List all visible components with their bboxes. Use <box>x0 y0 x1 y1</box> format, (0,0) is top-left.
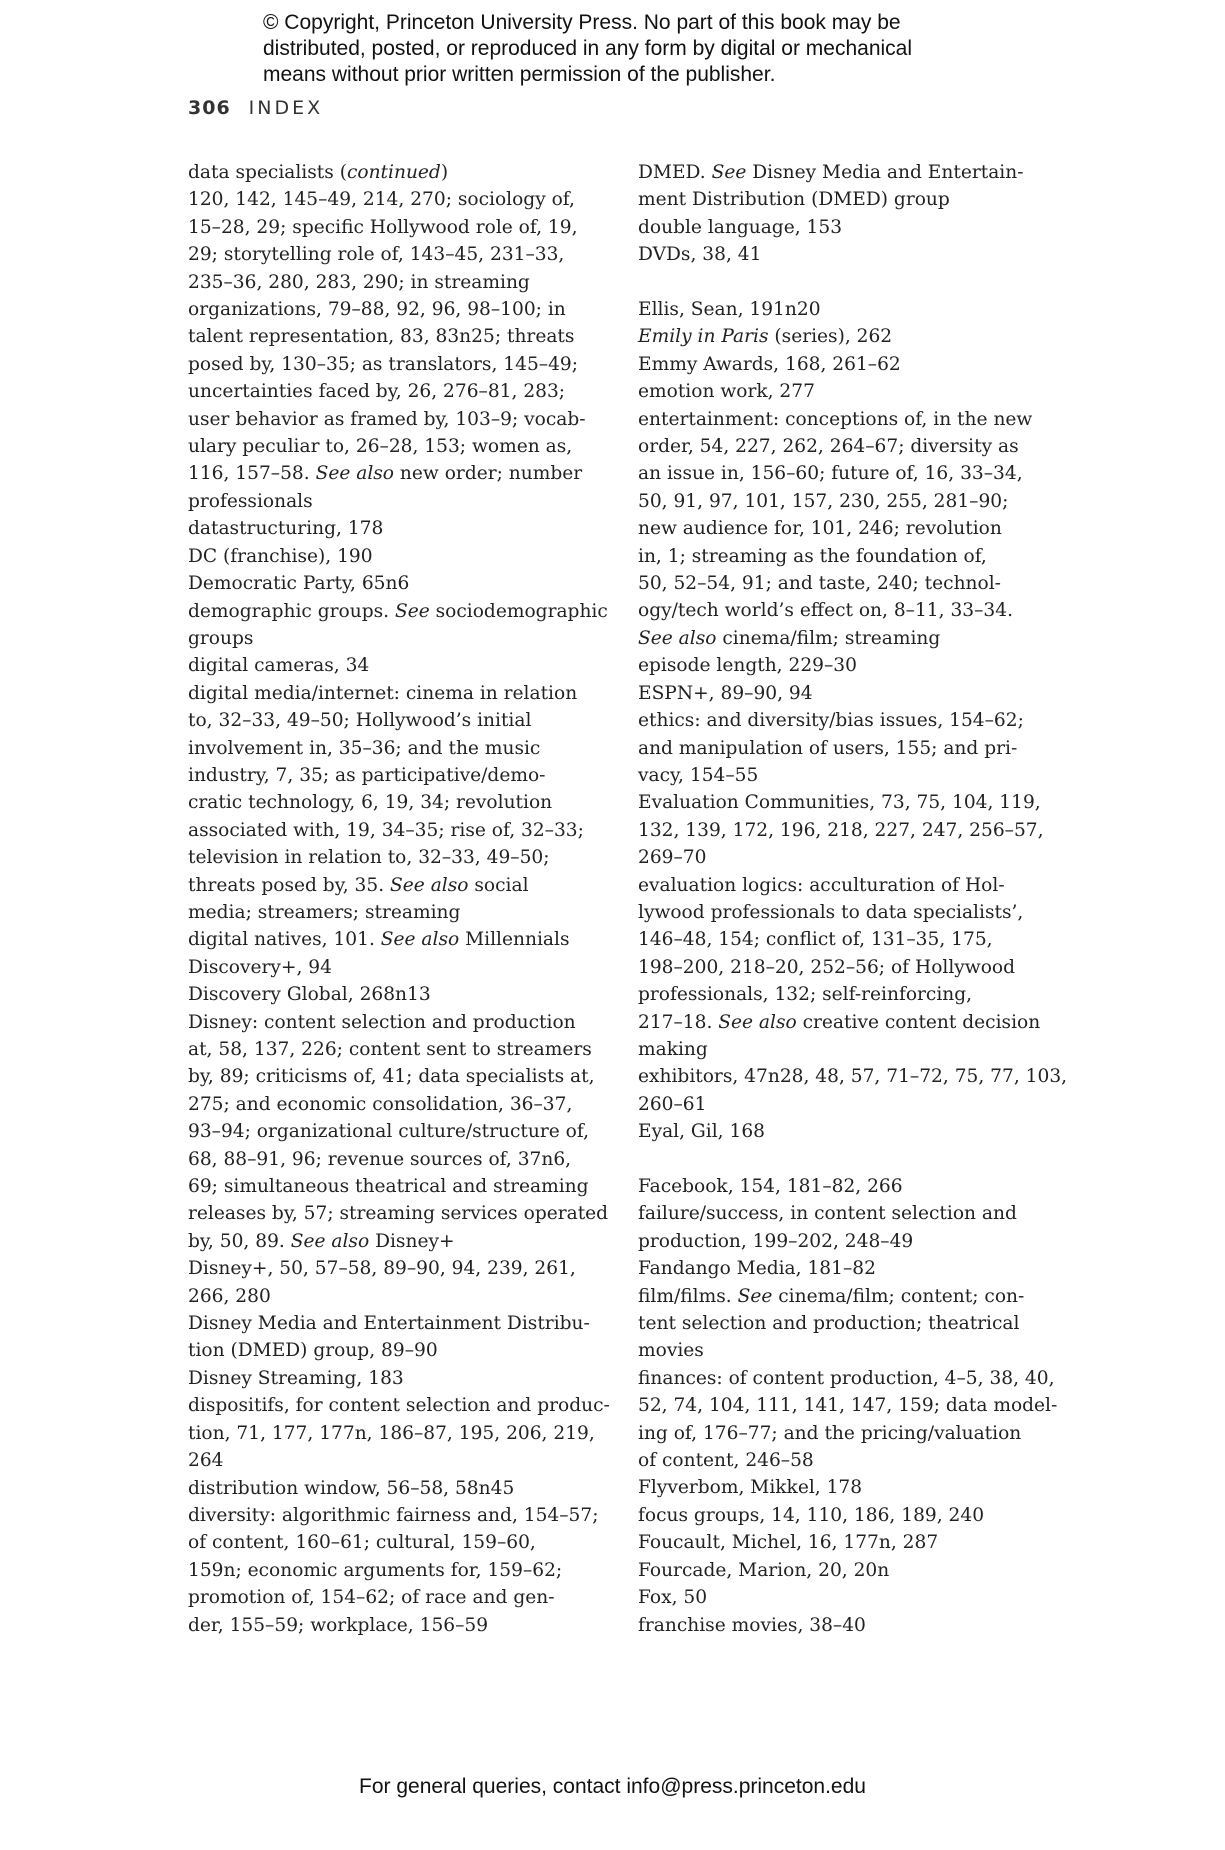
index-entry-line: production, 199–202, 248–49 <box>638 1230 914 1252</box>
index-entry <box>188 1365 600 1392</box>
index-entry <box>638 1584 1046 1611</box>
letter-group-gap <box>638 269 1046 296</box>
index-entry <box>638 872 1046 1064</box>
letter-group-gap <box>638 1146 1046 1173</box>
index-entry-line: 264 <box>188 1450 224 1472</box>
index-entry-line: 50, 91, 97, 101, 157, 230, 255, 281–90; <box>638 490 1009 512</box>
index-entry-line: and manipulation of users, 155; and pri- <box>638 737 1018 759</box>
index-entry-line: 269–70 <box>638 847 707 869</box>
index-entry-line: 50, 52–54, 91; and taste, 240; technol- <box>638 573 1001 595</box>
index-entry <box>638 1529 1046 1556</box>
page-number: 306 <box>188 97 231 119</box>
index-entry <box>638 680 1046 707</box>
index-entry-line: involvement in, 35–36; and the music <box>188 737 541 759</box>
index-entry-line: entertainment: conceptions of, in the new <box>638 408 1033 430</box>
index-entry-line: uncertainties faced by, 26, 276–81, 283; <box>188 381 566 403</box>
index-entry-line: 146–48, 154; conflict of, 131–35, 175, <box>638 929 993 951</box>
index-entry <box>638 159 1046 214</box>
index-entry <box>638 378 1046 405</box>
index-entry <box>188 652 600 679</box>
index-entry-line: episode length, 229–30 <box>638 655 857 677</box>
index-entry-line: Democratic Party, 65n6 <box>188 573 410 595</box>
index-entry-line: new audience for, 101, 246; revolution <box>638 518 1002 540</box>
index-entry-line: to, 32–33, 49–50; Hollywood’s initial <box>188 710 532 732</box>
index-entry-line: ethics: and diversity/bias issues, 154–62; <box>638 710 1024 732</box>
index-entry-line: Disney Streaming, 183 <box>188 1367 404 1389</box>
index-entry-line: double language, 153 <box>638 216 843 238</box>
index-entry-line: franchise movies, 38–40 <box>638 1614 866 1636</box>
index-entry <box>638 1502 1046 1529</box>
index-entry-line: evaluation logics: acculturation of Hol- <box>638 874 1005 896</box>
index-entry-line: tent selection and production; theatrical <box>638 1313 1020 1335</box>
index-entry-line: media; streamers; streaming <box>188 901 461 923</box>
index-entry <box>188 598 608 653</box>
index-entry-line: focus groups, 14, 110, 186, 189, 240 <box>638 1504 985 1526</box>
index-entry <box>188 1009 609 1256</box>
copyright-line: distributed, posted, or reproduced in any form by digital or mechanical <box>263 37 913 60</box>
index-entry-line: film/films. See cinema/film; content; con- <box>638 1285 1025 1307</box>
index-entry-line: ogy/tech world’s effect on, 8–11, 33–34. <box>638 600 1013 622</box>
index-column-left <box>188 159 610 1639</box>
index-entry-line: order, 54, 227, 262, 264–67; diversity as <box>638 436 1019 458</box>
index-entry <box>188 1392 610 1474</box>
index-entry-line: exhibitors, 47n28, 48, 57, 71–72, 75, 77, 103, <box>638 1066 1068 1088</box>
index-entry <box>638 1255 1046 1282</box>
index-entry-line: user behavior as framed by, 103–9; vocab- <box>188 408 586 430</box>
index-entry-line: 120, 142, 145–49, 214, 270; sociology of, <box>188 189 575 211</box>
index-entry-line: professionals <box>188 490 313 512</box>
index-entry-line: 93–94; organizational culture/structure of, <box>188 1121 590 1143</box>
footer-contact: For general queries, contact info@press.princeton.edu <box>359 1775 866 1798</box>
index-entry-line: demographic groups. See sociodemographic <box>188 600 608 622</box>
index-entry-line: Foucault, Michel, 16, 177n, 287 <box>638 1532 939 1554</box>
index-entry-line: lywood professionals to data specialists’, <box>638 901 1024 923</box>
index-entry <box>638 789 1046 871</box>
index-entry-line: tion, 71, 177, 177n, 186–87, 195, 206, 219, <box>188 1422 595 1444</box>
index-entry-line: Fandango Media, 181–82 <box>638 1258 876 1280</box>
index-entry-line: 29; storytelling role of, 143–45, 231–33, <box>188 244 565 266</box>
index-entry <box>188 1502 600 1639</box>
index-entry-line: Disney+, 50, 57–58, 89–90, 94, 239, 261, <box>188 1258 576 1280</box>
index-entry-line: Emily in Paris (series), 262 <box>638 326 893 348</box>
index-entry <box>638 1612 1046 1639</box>
index-entry-line: dispositifs, for content selection and produc- <box>188 1395 610 1417</box>
index-entry <box>638 323 1046 350</box>
index-entry-line: industry, 7, 35; as participative/demo- <box>188 764 546 786</box>
index-entry-line: 116, 157–58. See also new order; number <box>188 463 583 485</box>
index-entry-line: Evaluation Communities, 73, 75, 104, 119, <box>638 792 1041 814</box>
index-entry-line: 217–18. See also creative content decision <box>638 1011 1041 1033</box>
index-entry-line: der, 155–59; workplace, 156–59 <box>188 1614 489 1636</box>
index-entry-line: 275; and economic consolidation, 36–37, <box>188 1093 573 1115</box>
copyright-line: © Copyright, Princeton University Press. No part of this book may be <box>263 11 901 34</box>
index-entry-line: movies <box>638 1340 704 1362</box>
index-entry-line: television in relation to, 32–33, 49–50; <box>188 847 550 869</box>
index-entry <box>638 241 1046 268</box>
index-entry-line: digital media/internet: cinema in relation <box>188 682 578 704</box>
index-entry <box>188 570 600 597</box>
index-entry <box>638 296 1046 323</box>
index-entry-line: failure/success, in content selection and <box>638 1203 1017 1225</box>
index-entry <box>638 1063 1068 1118</box>
index-entry-line: emotion work, 277 <box>638 381 815 403</box>
index-entry-line: diversity: algorithmic fairness and, 154–57; <box>188 1504 599 1526</box>
index-entry-line: threats posed by, 35. See also social <box>188 874 529 896</box>
index-entry <box>188 515 600 542</box>
index-entry-line: Discovery Global, 268n13 <box>188 984 431 1006</box>
index-entry-line: professionals, 132; self-reinforcing, <box>638 984 973 1006</box>
index-entry-line: ing of, 176–77; and the pricing/valuation <box>638 1422 1022 1444</box>
running-head <box>188 97 323 119</box>
index-entry <box>638 1365 1058 1475</box>
index-entry-line: 266, 280 <box>188 1285 271 1307</box>
index-entry-line: Ellis, Sean, 191n20 <box>638 299 821 321</box>
index-entry-line: at, 58, 137, 226; content sent to streamers <box>188 1039 592 1060</box>
index-entry-line: promotion of, 154–62; of race and gen- <box>188 1587 555 1609</box>
index-entry-line: posed by, 130–35; as translators, 145–49; <box>188 353 578 375</box>
index-entry-line: Emmy Awards, 168, 261–62 <box>638 353 901 375</box>
index-entry-line: releases by, 57; streaming services operated <box>188 1203 609 1225</box>
index-entry <box>188 159 600 515</box>
section-title: INDEX <box>248 97 324 119</box>
index-entry <box>638 1283 1046 1365</box>
index-entry <box>638 1173 1046 1200</box>
index-entry-line: by, 50, 89. See also Disney+ <box>188 1230 455 1252</box>
index-entry-line: of content, 160–61; cultural, 159–60, <box>188 1532 536 1554</box>
index-entry <box>638 1118 1046 1145</box>
index-entry-line: 159n; economic arguments for, 159–62; <box>188 1559 563 1581</box>
index-entry-line: ulary peculiar to, 26–28, 153; women as, <box>188 436 573 458</box>
index-entry-line: DC (franchise), 190 <box>188 545 373 567</box>
index-entry-line: 52, 74, 104, 111, 141, 147, 159; data model- <box>638 1395 1058 1417</box>
index-entry-line: Fox, 50 <box>638 1587 708 1609</box>
index-entry <box>188 1475 600 1502</box>
index-entry <box>638 214 1046 241</box>
index-entry <box>638 406 1046 653</box>
index-entry-line: Disney: content selection and production <box>188 1011 576 1033</box>
index-entry-line: tion (DMED) group, 89–90 <box>188 1340 438 1362</box>
index-entry-line: 198–200, 218–20, 252–56; of Hollywood <box>638 956 1015 978</box>
index-entry-line: Fourcade, Marion, 20, 20n <box>638 1559 890 1581</box>
index-entry <box>638 1557 1046 1584</box>
index-entry-line: talent representation, 83, 83n25; threats <box>188 326 575 348</box>
index-entry-line: digital natives, 101. See also Millennials <box>188 929 570 951</box>
index-entry-line: cratic technology, 6, 19, 34; revolution <box>188 792 553 814</box>
index-entry-line: 68, 88–91, 96; revenue sources of, 37n6, <box>188 1148 572 1170</box>
index-entry <box>638 707 1046 789</box>
index-entry-line: See also cinema/film; streaming <box>638 627 941 649</box>
index-entry <box>188 926 600 953</box>
index-entry <box>638 1200 1046 1255</box>
index-entry-line: data specialists (continued) <box>188 162 449 183</box>
index-entry-line: associated with, 19, 34–35; rise of, 32–33; <box>188 819 584 841</box>
copyright-line: means without prior written permission of the publisher. <box>263 63 776 86</box>
copyright-notice <box>263 10 1023 88</box>
index-entry-line: in, 1; streaming as the foundation of, <box>638 545 987 567</box>
index-entry-line: Eyal, Gil, 168 <box>638 1121 765 1143</box>
index-entry-line: Discovery+, 94 <box>188 956 332 978</box>
index-entry <box>638 351 1046 378</box>
index-entry-line: 15–28, 29; specific Hollywood role of, 19, <box>188 216 578 238</box>
index-entry-line: 132, 139, 172, 196, 218, 227, 247, 256–57, <box>638 819 1044 841</box>
index-entry-line: 69; simultaneous theatrical and streaming <box>188 1176 589 1198</box>
index-entry <box>188 1310 600 1365</box>
index-entry <box>188 680 600 927</box>
index-entry-line: finances: of content production, 4–5, 38, 40, <box>638 1367 1055 1389</box>
index-entry-line: DVDs, 38, 41 <box>638 244 762 266</box>
index-entry <box>638 1474 1046 1501</box>
index-entry <box>188 954 600 981</box>
index-column-right <box>638 159 1068 1639</box>
index-entry-line: ment Distribution (DMED) group <box>638 189 950 211</box>
index-entry-line: Facebook, 154, 181–82, 266 <box>638 1176 903 1197</box>
index-entry-line: Disney Media and Entertainment Distribu- <box>188 1313 590 1335</box>
index-entry <box>188 1255 600 1310</box>
index-entry-line: ESPN+, 89–90, 94 <box>638 682 813 704</box>
index-entry-line: an issue in, 156–60; future of, 16, 33–34, <box>638 463 1023 485</box>
index-entry-line: by, 89; criticisms of, 41; data specialists at, <box>188 1066 595 1088</box>
index-entry-line: vacy, 154–55 <box>638 764 759 786</box>
index-entry-line: 260–61 <box>638 1093 707 1115</box>
index-entry-line: Flyverbom, Mikkel, 178 <box>638 1477 863 1499</box>
index-entry-line: 235–36, 280, 283, 290; in streaming <box>188 271 530 293</box>
index-entry-line: digital cameras, 34 <box>188 655 370 677</box>
index-entry <box>188 981 600 1008</box>
index-entry-line: organizations, 79–88, 92, 96, 98–100; in <box>188 299 566 321</box>
index-entry <box>188 543 600 570</box>
index-entry-line: DMED. See Disney Media and Entertain- <box>638 162 1024 183</box>
index-entry <box>638 652 1046 679</box>
index-entry-line: groups <box>188 627 254 649</box>
index-entry-line: of content, 246–58 <box>638 1450 814 1472</box>
index-entry-line: making <box>638 1038 708 1060</box>
index-entry-line: datastructuring, 178 <box>188 518 384 540</box>
index-entry-line: distribution window, 56–58, 58n45 <box>188 1477 515 1499</box>
